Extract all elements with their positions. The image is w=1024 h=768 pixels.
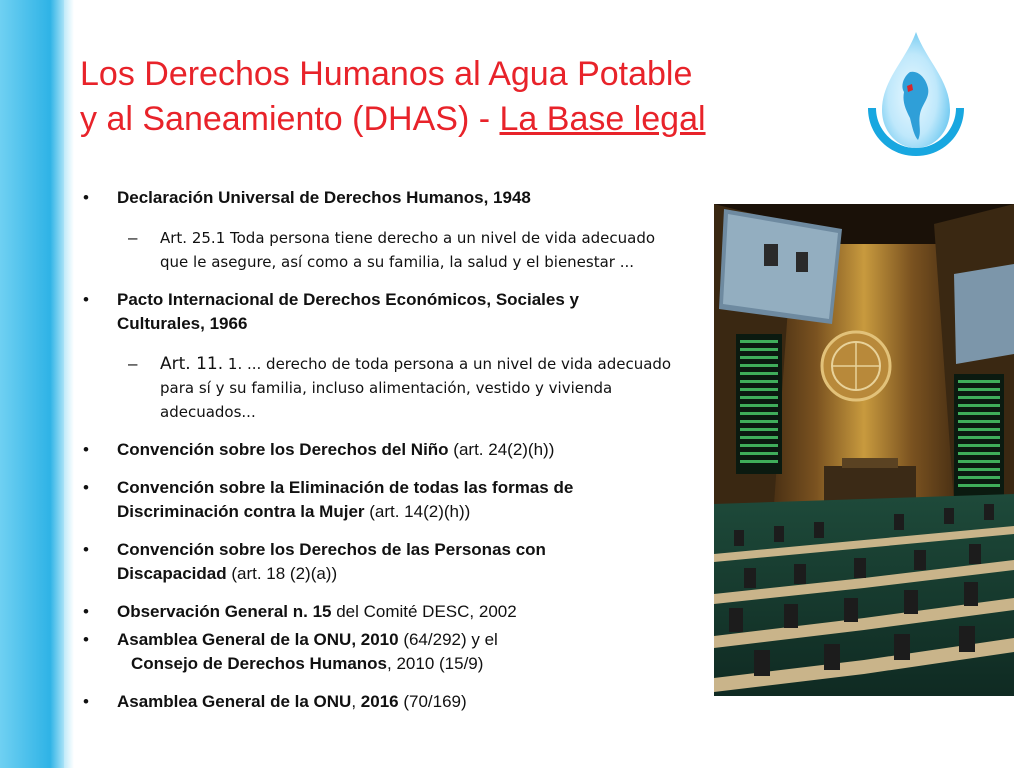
title-line-2	[80, 97, 820, 142]
item-normal: , 2010 (15/9)	[387, 654, 484, 673]
bullet-dot: •	[83, 692, 89, 711]
item-normal: ,	[351, 692, 361, 711]
water-drop-globe-icon	[860, 28, 972, 160]
left-decorative-band-inner	[50, 0, 64, 768]
bullet-dot: •	[83, 290, 89, 309]
item-normal: (64/292) y el	[398, 630, 498, 649]
item-bold: 2016	[360, 692, 399, 711]
bullet-dot: •	[83, 602, 89, 621]
bullet-dot: •	[83, 440, 89, 459]
sub-dash: –	[128, 228, 138, 247]
sub-dash: –	[128, 354, 138, 373]
item-bold: Convención sobre los Derechos de las Personas con	[117, 540, 546, 559]
list-item	[80, 600, 710, 624]
item-bold: Discriminación contra la Mujer	[117, 502, 365, 521]
item-bold: Asamblea General de la ONU	[117, 692, 352, 711]
list-item	[80, 438, 710, 462]
item-bold: Consejo de Derechos Humanos	[131, 654, 388, 673]
item-bold: Asamblea General de la ONU, 2010	[117, 630, 399, 649]
item-bold: Discapacidad	[117, 564, 227, 583]
sub-line: 1. ... derecho de toda persona a un nivel de vida adecuado	[223, 355, 672, 373]
bullet-dot: •	[83, 630, 89, 649]
sub-line: Art. 25.1 Toda persona tiene derecho a un nivel de vida adecuado	[160, 229, 656, 247]
item-bold: Observación General n. 15	[117, 602, 332, 621]
item-bold: Declaración Universal de Derechos Humanos, 1948	[117, 188, 531, 207]
sub-article: Art. 11.	[160, 354, 224, 374]
list-item	[80, 690, 710, 714]
sub-line: adecuados...	[160, 403, 256, 421]
bullet-dot: •	[83, 540, 89, 559]
un-general-assembly-photo	[714, 204, 1014, 696]
sub-line: para sí y su familia, incluso alimentación, vestido y vivienda	[160, 379, 613, 397]
item-normal: (art. 14(2)(h))	[364, 502, 471, 521]
title-line-2-prefix: y al Saneamiento (DHAS) -	[80, 100, 500, 138]
title-underlined: La Base legal	[499, 100, 706, 138]
title-line-1: Los Derechos Humanos al Agua Potable	[80, 55, 693, 93]
item-bold: Convención sobre los Derechos del Niño	[117, 440, 449, 459]
item-normal: (art. 18 (2)(a))	[226, 564, 338, 583]
left-decorative-band-fade	[64, 0, 74, 768]
sub-item	[80, 352, 710, 424]
list-item	[80, 476, 710, 524]
item-normal: del Comité DESC, 2002	[331, 602, 517, 621]
bullet-list	[80, 186, 710, 714]
slide-title	[80, 52, 820, 142]
item-bold: Convención sobre la Eliminación de todas las formas de	[117, 478, 574, 497]
list-item	[80, 288, 710, 336]
item-normal: (art. 24(2)(h))	[448, 440, 555, 459]
item-normal: (70/169)	[398, 692, 467, 711]
bullet-dot: •	[83, 188, 89, 207]
item-bold: Culturales, 1966	[117, 314, 248, 333]
bullet-dot: •	[83, 478, 89, 497]
left-decorative-band	[0, 0, 50, 768]
sub-line: que le asegure, así como a su familia, la salud y el bienestar ...	[160, 253, 635, 271]
item-bold: Pacto Internacional de Derechos Económicos, Sociales y	[117, 290, 579, 309]
list-item	[80, 538, 710, 586]
list-item	[80, 186, 710, 210]
list-item	[80, 628, 710, 676]
sub-item	[80, 226, 710, 274]
